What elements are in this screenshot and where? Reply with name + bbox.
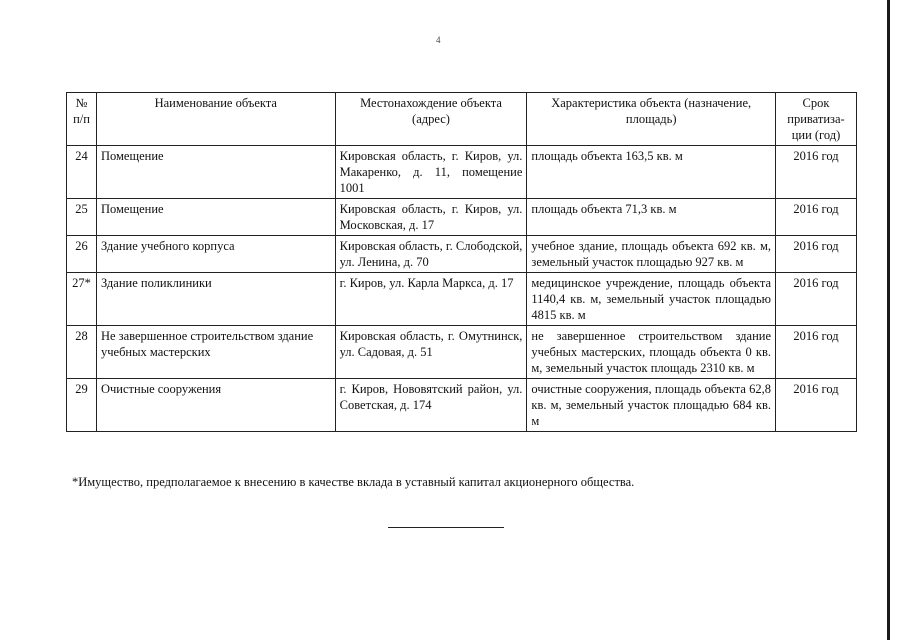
table-row (67, 273, 857, 326)
privatization-term: 2016 год (776, 273, 857, 326)
row-number: 26 (67, 236, 97, 273)
object-name: Здание учебного корпуса (96, 236, 335, 273)
closing-rule (388, 527, 504, 528)
privatization-term: 2016 год (776, 236, 857, 273)
header-number: № п/п (67, 93, 97, 146)
privatization-term: 2016 год (776, 199, 857, 236)
object-name: Не завершенное строительством здание учебных мастерских (96, 326, 335, 379)
object-name: Здание поликлиники (96, 273, 335, 326)
privatization-term: 2016 год (776, 146, 857, 199)
header-object-name: Наименование объекта (96, 93, 335, 146)
privatization-term: 2016 год (776, 326, 857, 379)
row-number: 28 (67, 326, 97, 379)
object-address: г. Киров, ул. Карла Маркса, д. 17 (335, 273, 527, 326)
object-characteristic: площадь объекта 163,5 кв. м (527, 146, 776, 199)
table-row (67, 379, 857, 432)
page-number: 4 (436, 35, 441, 45)
privatization-term: 2016 год (776, 379, 857, 432)
header-privatization-term: Срок приватиза-ции (год) (776, 93, 857, 146)
object-address: Кировская область, г. Омутнинск, ул. Садовая, д. 51 (335, 326, 527, 379)
table-row (67, 326, 857, 379)
table-row (67, 236, 857, 273)
object-characteristic: очистные сооружения, площадь объекта 62,8 кв. м, земельный участок площадью 684 кв. м (527, 379, 776, 432)
object-characteristic: площадь объекта 71,3 кв. м (527, 199, 776, 236)
scan-edge-line (887, 0, 890, 640)
header-address: Местонахождение объекта (адрес) (335, 93, 527, 146)
table-row (67, 199, 857, 236)
footnote: *Имущество, предполагаемое к внесению в качестве вклада в уставный капитал акционерного общества. (72, 475, 635, 489)
row-number: 27* (67, 273, 97, 326)
object-address: Кировская область, г. Киров, ул. Макаренко, д. 11, помещение 1001 (335, 146, 527, 199)
object-characteristic: учебное здание, площадь объекта 692 кв. м, земельный участок площадью 927 кв. м (527, 236, 776, 273)
object-name: Помещение (96, 146, 335, 199)
row-number: 29 (67, 379, 97, 432)
object-address: Кировская область, г. Киров, ул. Московская, д. 17 (335, 199, 527, 236)
table-header-row (67, 93, 857, 146)
header-characteristic: Характеристика объекта (назначение, площадь) (527, 93, 776, 146)
object-characteristic: не завершенное строительством здание учебных мастерских, площадь объекта 0 кв. м, земельный участок площадь 2310 кв. м (527, 326, 776, 379)
row-number: 25 (67, 199, 97, 236)
row-number: 24 (67, 146, 97, 199)
object-address: г. Киров, Нововятский район, ул. Советская, д. 174 (335, 379, 527, 432)
object-name: Помещение (96, 199, 335, 236)
property-table (66, 92, 857, 432)
object-characteristic: медицинское учреждение, площадь объекта 1140,4 кв. м, земельный участок площадью 4815 кв. м (527, 273, 776, 326)
object-address: Кировская область, г. Слободской, ул. Ленина, д. 70 (335, 236, 527, 273)
object-name: Очистные сооружения (96, 379, 335, 432)
table-row (67, 146, 857, 199)
